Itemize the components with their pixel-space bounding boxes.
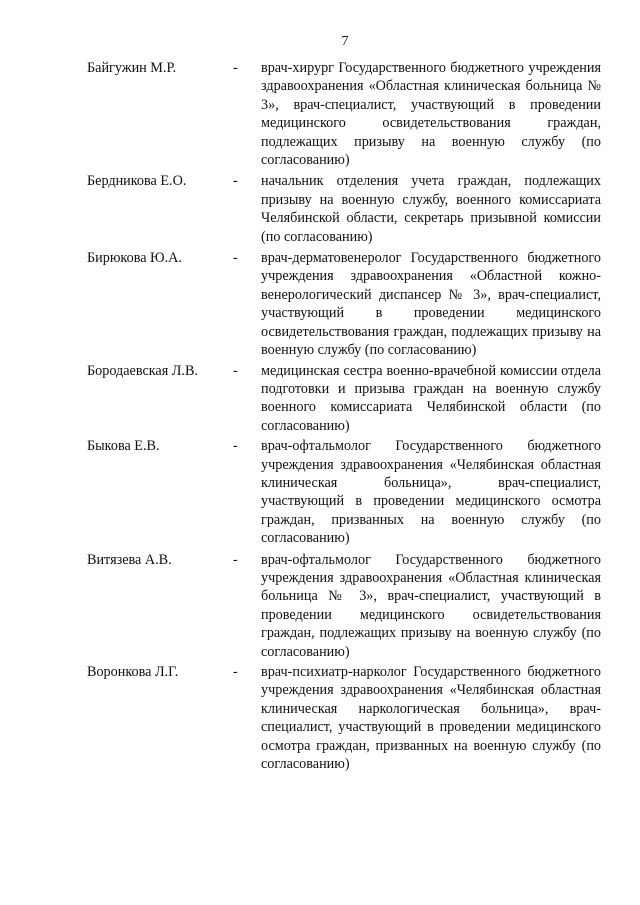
member-description: врач-офтальмолог Государственного бюджетного учреждения здравоохранения «Челябинская областная клиническая больница», врач-специалист, участвующий в проведении медицинского осмотра граждан, призванных на военную службу (по согласованию) [261, 438, 601, 547]
page-number: 7 [341, 34, 349, 49]
member-name: Воронкова Л.Г. [87, 664, 179, 680]
dash-separator: - [233, 438, 238, 455]
dash-separator: - [233, 664, 238, 680]
member-name: Бердникова Е.О. [87, 173, 187, 190]
member-description: врач-хирург Государственного бюджетного учреждения здравоохранения «Областная клиническая больница № 3», врач-специалист, участвующий в проведении медицинского освидетельствования граждан, подлежащих призыву на военную службу (по согласованию) [261, 60, 601, 169]
member-description: врач-дерматовенеролог Государственного бюджетного учреждения здравоохранения «Областной кожно-венерологический диспансер № 3», врач-специалист, участвующий в проведении медицинского освидетельствования граждан, подлежащих призыву на военную службу (по согласованию) [261, 250, 601, 359]
commission-member-list [0, 59, 640, 773]
dash-separator: - [233, 551, 238, 568]
member-name: Бородаевская Л.В. [87, 362, 198, 379]
member-description: врач-психиатр-нарколог Государственного бюджетного учреждения здравоохранения «Челябинская областная клиническая наркологическая больница», врач-специалист, участвующий в проведении медицинского осмотра граждан, призванных на военную службу (по согласованию) [261, 664, 601, 773]
dash-separator: - [233, 173, 238, 190]
list-item [0, 362, 640, 436]
dash-separator: - [233, 60, 238, 76]
list-item [0, 551, 640, 661]
member-name: Витязева А.В. [87, 551, 172, 568]
member-description: начальник отделения учета граждан, подлежащих призыву на военную службу, военного комиссариата Челябинской области, секретарь призывной комиссии (по согласованию) [261, 173, 601, 245]
list-item [0, 437, 640, 547]
member-description: врач-офтальмолог Государственного бюджетного учреждения здравоохранения «Областная клиническая больница № 3», врач-специалист, участвующий в проведении медицинского освидетельствования граждан, подлежащих призыву на военную службу (по согласованию) [261, 551, 601, 660]
dash-separator: - [233, 250, 238, 267]
member-name: Быкова Е.В. [87, 438, 160, 455]
member-name: Бирюкова Ю.А. [87, 250, 182, 267]
member-name: Байгужин М.Р. [87, 60, 177, 76]
dash-separator: - [233, 362, 238, 379]
list-item [0, 249, 640, 359]
member-description: медицинская сестра военно-врачебной комиссии отдела подготовки и призыва граждан на военную службу военного комиссариата Челябинской области (по согласованию) [261, 362, 601, 434]
list-item [0, 59, 640, 169]
list-item [0, 663, 640, 773]
list-item [0, 172, 640, 246]
